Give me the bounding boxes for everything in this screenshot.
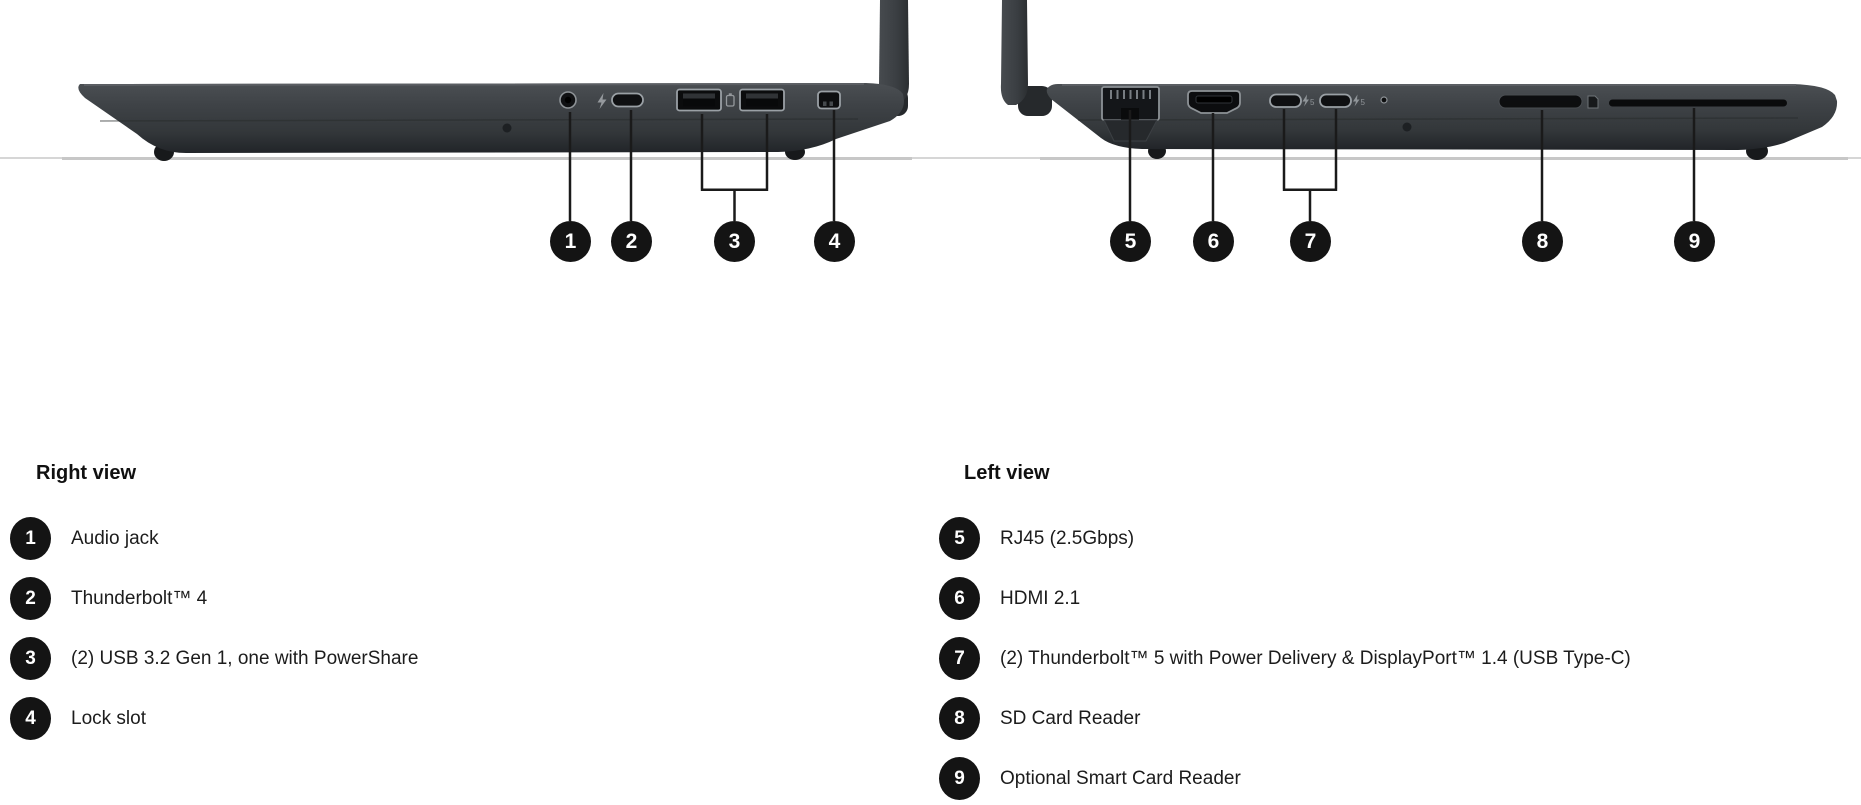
callout-6: 6 [1193,221,1234,262]
sd-card-icon [1588,96,1598,108]
laptop-body [1047,84,1837,150]
legend-label-lock-slot: Lock slot [71,707,146,729]
svg-text:5: 5 [1360,98,1365,107]
callout-8: 8 [1522,221,1563,262]
legend-badge-8: 8 [939,697,980,740]
legend-badge-9: 9 [939,757,980,800]
lock-slot-port [818,92,840,109]
legend-item-6 [939,577,1080,620]
legend-badge-2: 2 [10,577,51,620]
top-rim-highlight [84,84,864,85]
screen-edge [1001,0,1028,105]
callout-2: 2 [611,221,652,262]
legend-label-usb: (2) USB 3.2 Gen 1, one with PowerShare [71,647,419,669]
legend-label-rj45: RJ45 (2.5Gbps) [1000,527,1135,549]
left-view-heading: Left view [964,462,1050,484]
thunderbolt4-port [612,94,643,107]
audio-jack-port [560,92,576,108]
legend-badge-4: 4 [10,697,51,740]
screw-hole [503,124,512,133]
legend-label-thunderbolt-5: (2) Thunderbolt™ 5 with Power Delivery & DisplayPort™ 1.4 (USB Type-C) [1000,647,1631,669]
legend-badge-6: 6 [939,577,980,620]
callout-7: 7 [1290,221,1331,262]
legend-item-8 [939,697,1140,740]
legend-item-7 [939,637,1631,680]
usb-a-port-2 [740,90,784,111]
callout-1: 1 [550,221,591,262]
screw-hole [1403,123,1412,132]
legend-item-1 [10,517,159,560]
legend-label-audio-jack: Audio jack [71,527,159,549]
laptop-right-view [78,0,909,161]
usb-a-port-1 [677,90,721,111]
legend-item-2 [10,577,207,620]
power-led [1381,97,1387,103]
legend-item-4 [10,697,146,740]
hdmi-port [1188,91,1240,113]
sd-card-slot [1499,95,1582,108]
thunderbolt5-port-1 [1270,95,1301,108]
svg-text:5: 5 [1310,98,1315,107]
thunderbolt5-port-2 [1320,95,1351,108]
callout-3: 3 [714,221,755,262]
legend-label-thunderbolt-4: Thunderbolt™ 4 [71,587,208,609]
legend-badge-7: 7 [939,637,980,680]
legend-item-5 [939,517,1134,560]
legend-badge-3: 3 [10,637,51,680]
smart-card-slot [1609,100,1787,107]
laptop-left-view [1001,0,1837,160]
legend-badge-5: 5 [939,517,980,560]
legend-label-hdmi: HDMI 2.1 [1000,587,1081,609]
callout-4: 4 [814,221,855,262]
legend-label-sd-card-reader: SD Card Reader [1000,707,1141,729]
legend-item-3 [10,637,418,680]
laptop-side-views-illustration [0,0,1861,300]
ground-line [0,157,1861,160]
callout-5: 5 [1110,221,1151,262]
right-view-heading: Right view [36,462,137,484]
callout-9: 9 [1674,221,1715,262]
legend-badge-1: 1 [10,517,51,560]
legend-item-9 [939,757,1241,800]
legend-label-smart-card-reader: Optional Smart Card Reader [1000,767,1241,789]
